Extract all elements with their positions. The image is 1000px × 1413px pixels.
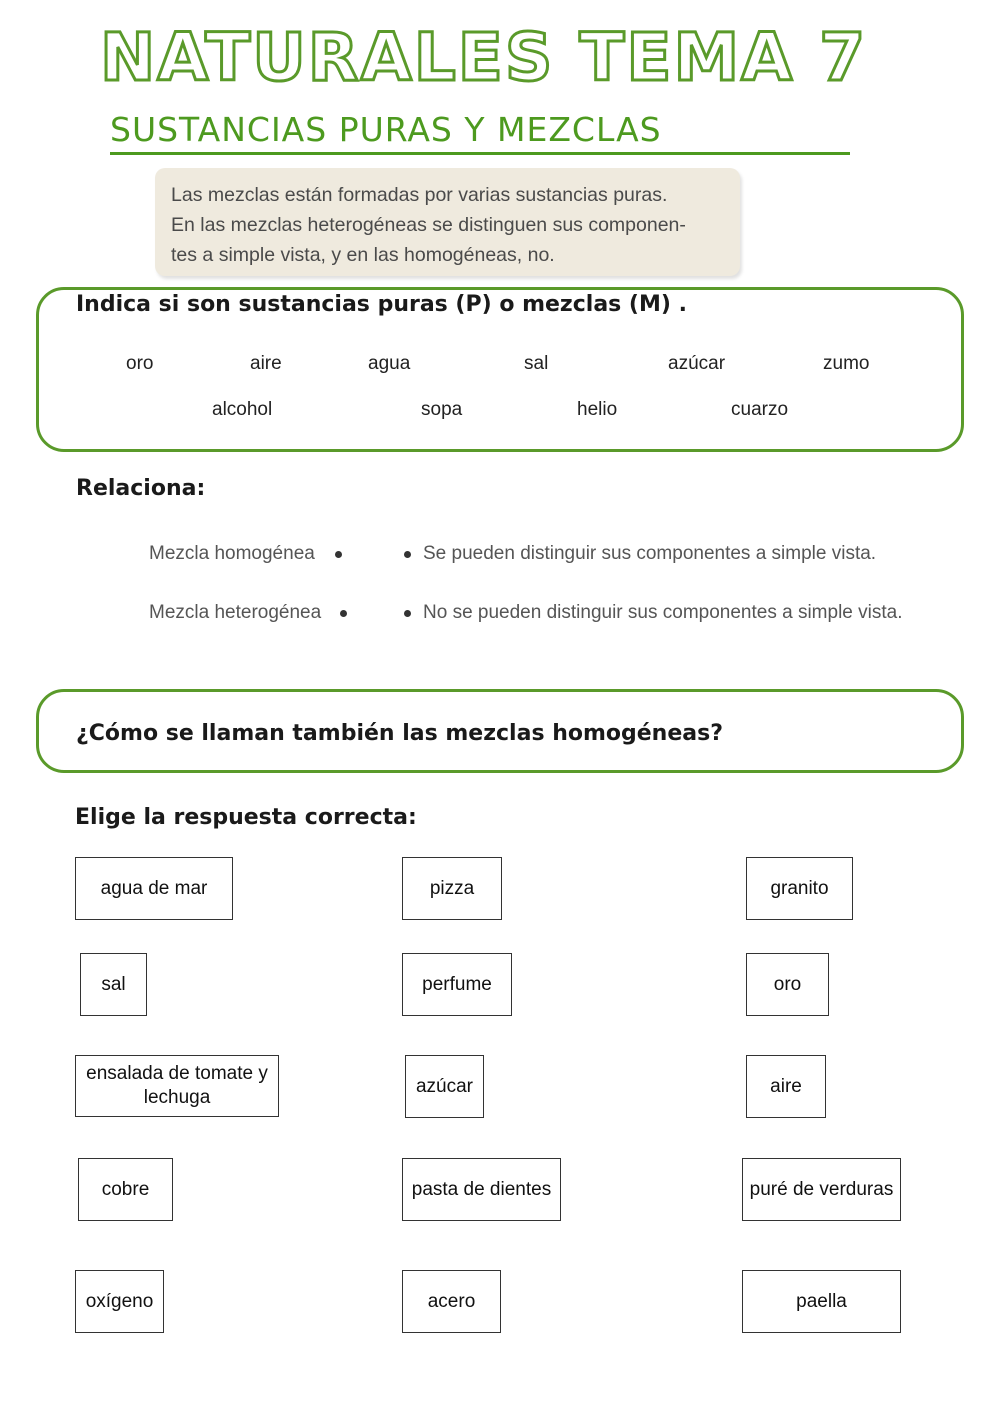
match-left-item: Mezcla heterogénea bbox=[149, 602, 322, 623]
match-right-item: Se pueden distinguir sus componentes a simple vista. bbox=[423, 543, 877, 564]
info-line: En las mezclas heterogéneas se distinguen sus componen- bbox=[171, 214, 686, 236]
word-item[interactable]: aire bbox=[250, 353, 282, 374]
option-box[interactable]: puré de verduras bbox=[742, 1158, 901, 1221]
option-box[interactable]: pizza bbox=[402, 857, 502, 920]
word-item[interactable]: agua bbox=[368, 353, 411, 374]
info-box bbox=[155, 168, 740, 276]
option-box[interactable]: oro bbox=[746, 953, 829, 1016]
option-box[interactable]: granito bbox=[746, 857, 853, 920]
option-box[interactable]: perfume bbox=[402, 953, 512, 1016]
word-item[interactable]: zumo bbox=[823, 353, 870, 374]
option-box[interactable]: sal bbox=[80, 953, 147, 1016]
word-item[interactable]: sopa bbox=[421, 399, 463, 420]
exercise1-heading: Indica si son sustancias puras (P) o mezclas (M) . bbox=[76, 292, 687, 317]
match-right-dot[interactable] bbox=[404, 551, 411, 558]
option-box[interactable]: ensalada de tomate y lechuga bbox=[75, 1055, 279, 1117]
match-right-item: No se pueden distinguir sus componentes a simple vista. bbox=[423, 602, 903, 623]
option-box[interactable]: acero bbox=[402, 1270, 501, 1333]
page-subtitle: SUSTANCIAS PURAS Y MEZCLAS bbox=[110, 108, 850, 155]
word-item[interactable]: cuarzo bbox=[731, 399, 789, 420]
match-left-dot[interactable] bbox=[335, 551, 342, 558]
match-left-dot[interactable] bbox=[340, 610, 347, 617]
info-line: tes a simple vista, y en las homogéneas, no. bbox=[171, 244, 555, 266]
page-title: NATURALES TEMA 7 bbox=[100, 19, 868, 96]
option-box[interactable]: cobre bbox=[78, 1158, 173, 1221]
option-box[interactable]: oxígeno bbox=[75, 1270, 164, 1333]
word-item[interactable]: azúcar bbox=[668, 353, 726, 374]
word-item[interactable]: helio bbox=[577, 399, 618, 420]
exercise3-heading: ¿Cómo se llaman también las mezclas homogéneas? bbox=[76, 721, 723, 746]
exercise2-heading: Relaciona: bbox=[76, 476, 206, 501]
word-item[interactable]: oro bbox=[126, 353, 154, 374]
option-box[interactable]: agua de mar bbox=[75, 857, 233, 920]
match-right-dot[interactable] bbox=[404, 610, 411, 617]
option-box[interactable]: azúcar bbox=[405, 1055, 484, 1118]
option-box[interactable]: paella bbox=[742, 1270, 901, 1333]
match-left-item: Mezcla homogénea bbox=[149, 543, 315, 564]
option-box[interactable]: aire bbox=[746, 1055, 826, 1118]
word-item[interactable]: alcohol bbox=[212, 399, 273, 420]
word-item[interactable]: sal bbox=[524, 353, 549, 374]
option-box[interactable]: pasta de dientes bbox=[402, 1158, 561, 1221]
exercise4-heading: Elige la respuesta correcta: bbox=[75, 805, 417, 830]
info-line: Las mezclas están formadas por varias sustancias puras. bbox=[171, 184, 668, 206]
